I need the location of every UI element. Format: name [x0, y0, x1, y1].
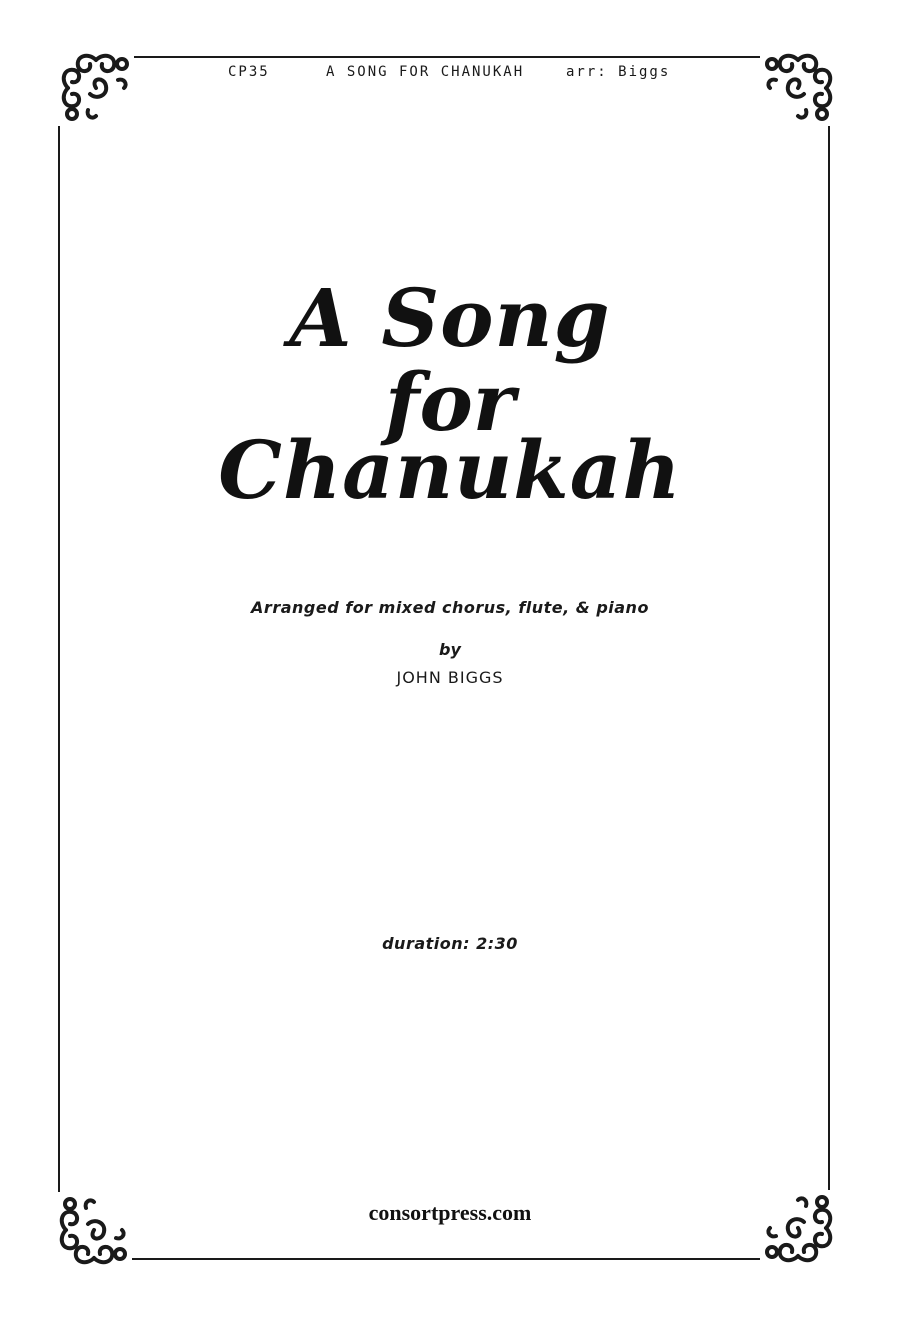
publisher-url: consortpress.com	[368, 1200, 532, 1225]
title-line-3: Chanukah	[218, 423, 682, 517]
header-title: A SONG FOR CHANUKAH	[326, 64, 525, 80]
corner-ornament-top-right-icon	[760, 50, 836, 126]
by-label: by	[439, 640, 461, 659]
duration-label: duration: 2:30	[382, 934, 518, 953]
title-line-1: A Song	[289, 271, 611, 365]
corner-ornament-top-left-icon	[58, 50, 134, 126]
catalog-code: CP35	[228, 64, 270, 80]
header-arranger: arr: Biggs	[566, 64, 671, 80]
composer-name: JOHN BIGGS	[396, 668, 504, 687]
title-line-2: for	[385, 355, 515, 449]
arrangement-description: Arranged for mixed chorus, flute, & piano	[251, 598, 649, 617]
